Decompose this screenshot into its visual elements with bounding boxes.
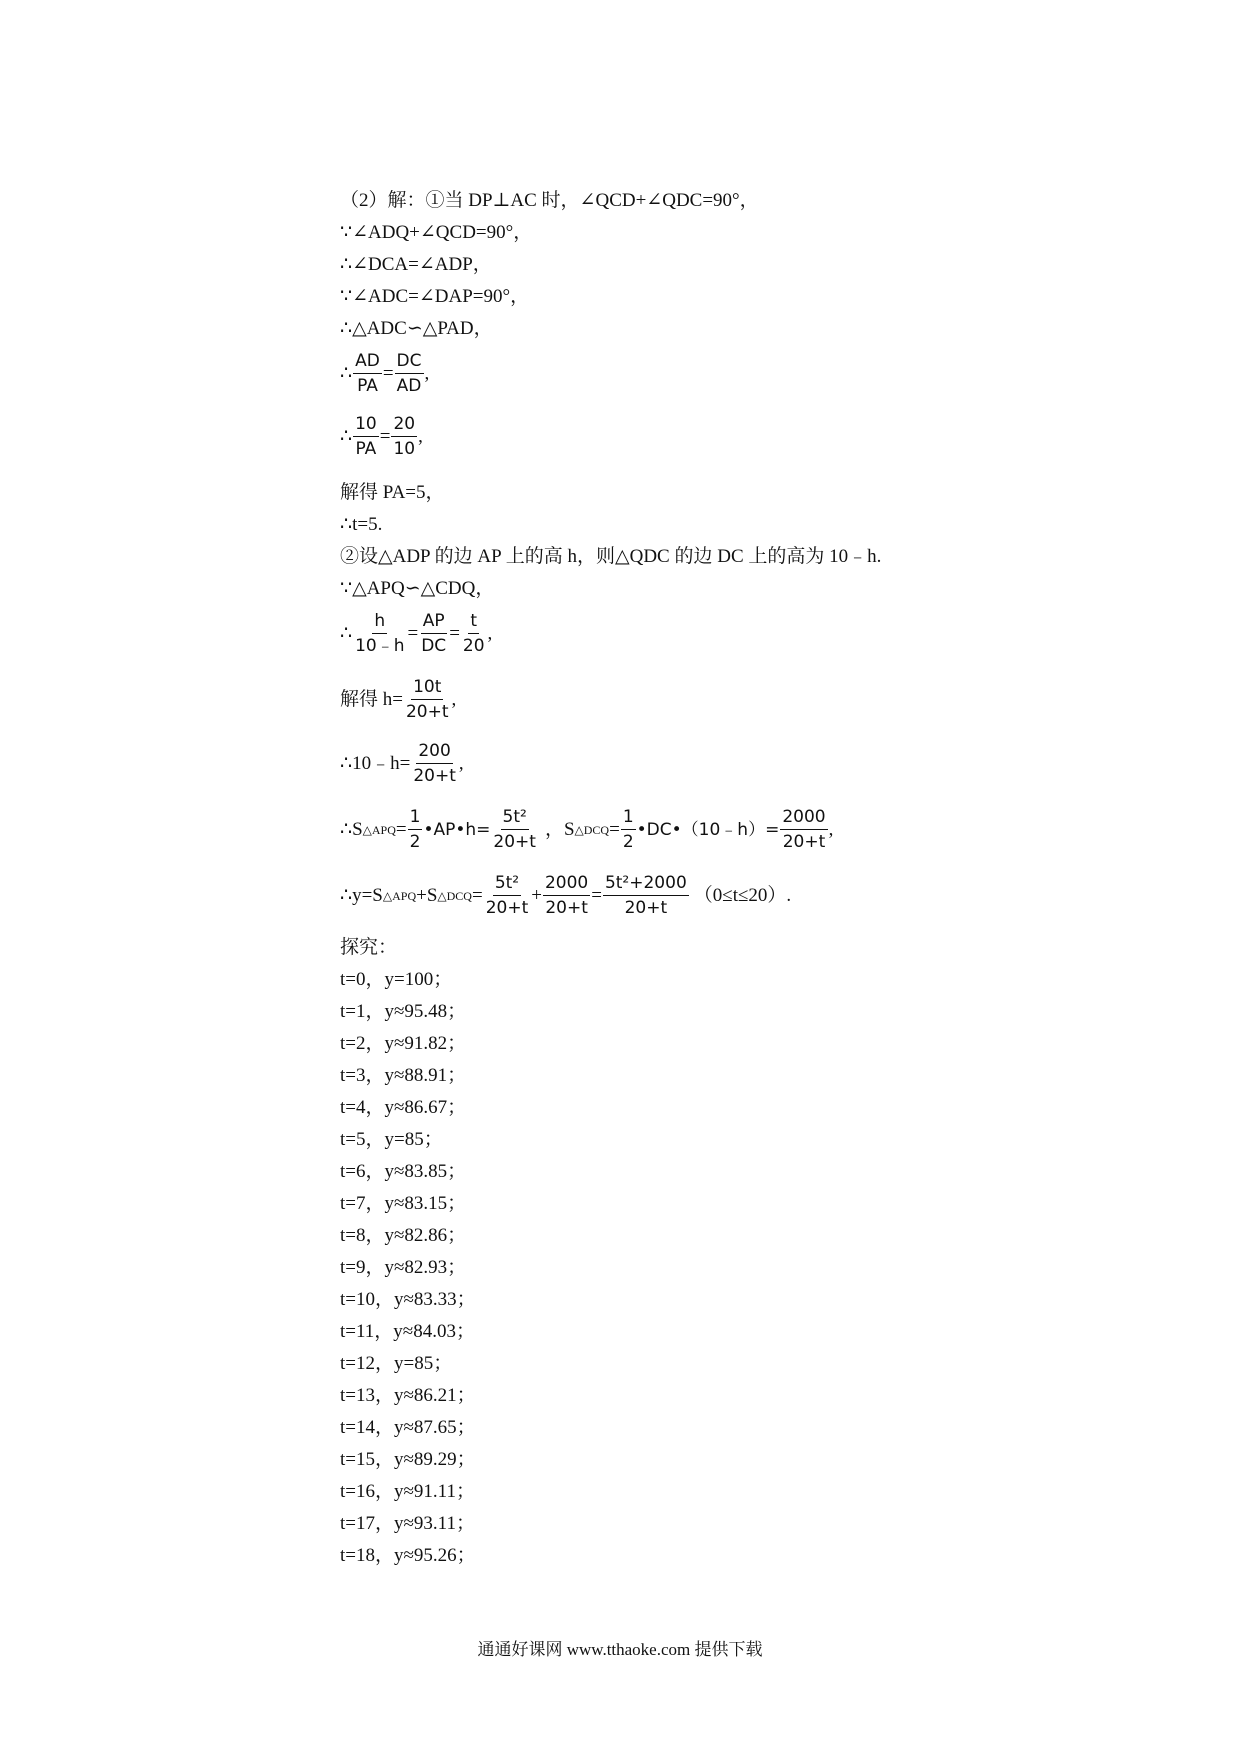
denominator: 20 <box>462 636 485 656</box>
equals-sign: = <box>395 818 407 840</box>
value-row-t18: t=18，y≈95.26； <box>340 1545 476 1566</box>
solution-line-2: ∵∠ADQ+∠QCD=90°， <box>340 222 533 243</box>
fraction <box>395 350 424 397</box>
fraction <box>461 610 487 657</box>
plus-sign: + <box>531 884 542 906</box>
solution-line-5: ∴△ADC∽△PAD， <box>340 318 493 339</box>
value-row-t0: t=0，y=100； <box>340 969 453 990</box>
value-row-t8: t=8，y≈82.86； <box>340 1225 467 1246</box>
numerator: AD <box>353 350 382 374</box>
numerator: t <box>468 610 479 634</box>
solution-line-3: ∴∠DCA=∠ADP， <box>340 254 492 275</box>
denominator: 20+t <box>782 832 826 852</box>
numerator: 10 <box>353 413 379 437</box>
numerator: 2000 <box>780 806 827 830</box>
solution-line-4: ∵∠ADC=∠DAP=90°， <box>340 286 530 307</box>
numerator: 10t <box>411 676 443 700</box>
fraction <box>408 806 423 853</box>
denominator: 2 <box>409 832 421 852</box>
expression-prefix: ∴10﹣h= <box>340 752 411 774</box>
denominator: 10﹣h <box>355 636 405 656</box>
area-label: ∴S <box>340 818 363 840</box>
page-footer: 通通好课网 www.tthaoke.com 提供下载 <box>477 1640 763 1659</box>
product-expression: •AP•h= <box>423 819 491 840</box>
area-label: ，S <box>544 818 575 840</box>
area-equation <box>340 806 833 853</box>
value-row-t9: t=9，y≈82.93； <box>340 1257 467 1278</box>
fraction <box>484 872 531 919</box>
comma: , <box>418 425 423 447</box>
denominator: 20+t <box>545 898 588 918</box>
fraction <box>411 740 458 787</box>
ratio-equation-3 <box>340 610 492 657</box>
numerator: 5t² <box>501 806 529 830</box>
denominator: 20+t <box>485 898 529 918</box>
y-label: ∴y=S <box>340 884 383 906</box>
denominator: 20+t <box>405 702 449 722</box>
value-row-t17: t=17，y≈93.11； <box>340 1513 475 1534</box>
therefore-symbol: ∴ <box>340 362 353 384</box>
fraction <box>353 413 379 460</box>
value-row-t6: t=6，y≈83.85； <box>340 1161 467 1182</box>
fraction <box>621 806 636 853</box>
value-row-t5: t=5，y=85； <box>340 1129 443 1150</box>
comma: , <box>451 688 457 710</box>
value-row-t15: t=15，y≈89.29； <box>340 1449 476 1470</box>
subscript: △DCQ <box>437 888 472 903</box>
numerator: 5t²+2000 <box>603 872 689 896</box>
numerator: DC <box>395 350 424 374</box>
subscript: △DCQ <box>574 822 610 837</box>
denominator: 20+t <box>493 832 536 852</box>
fraction <box>404 676 451 723</box>
equals-sign: = <box>382 362 394 384</box>
ratio-equation-1 <box>340 350 429 397</box>
equals-sign: = <box>609 818 620 840</box>
numerator: 5t² <box>493 872 521 896</box>
comma: , <box>828 818 834 840</box>
denominator: DC <box>421 636 447 656</box>
value-row-t11: t=11，y≈84.03； <box>340 1321 475 1342</box>
plus-area-label: +S <box>416 884 438 906</box>
denominator: PA <box>357 376 378 396</box>
denominator: AD <box>396 376 422 396</box>
solution-line-11: ∵△APQ∽△CDQ， <box>340 578 495 599</box>
fraction <box>603 872 689 919</box>
equals-sign: = <box>471 884 483 906</box>
numerator: h <box>372 610 387 634</box>
value-row-t4: t=4，y≈86.67； <box>340 1097 467 1118</box>
domain-note: （0≤t≤20）. <box>693 884 792 906</box>
ratio-equation-2 <box>340 413 423 460</box>
solution-line-10: ②设△ADP 的边 AP 上的高 h，则△QDC 的边 DC 上的高为 10﹣h. <box>340 546 882 567</box>
denominator: 20+t <box>624 898 668 918</box>
numerator: AP <box>421 610 447 634</box>
value-row-t3: t=3，y≈88.91； <box>340 1065 467 1086</box>
denominator: 2 <box>622 832 634 852</box>
equals-sign: = <box>379 425 391 447</box>
therefore-symbol: ∴ <box>340 622 353 644</box>
equals-sign: = <box>449 622 460 644</box>
equals-sign: = <box>591 884 602 906</box>
denominator: 10 <box>393 439 416 459</box>
numerator: 2000 <box>543 872 590 896</box>
fraction <box>353 610 406 657</box>
subscript: △APQ <box>362 822 396 837</box>
fraction <box>353 350 382 397</box>
value-row-t10: t=10，y≈83.33； <box>340 1289 476 1310</box>
value-row-t1: t=1，y≈95.48； <box>340 1001 467 1022</box>
value-row-t7: t=7，y≈83.15； <box>340 1193 467 1214</box>
value-row-t16: t=16，y≈91.11； <box>340 1481 475 1502</box>
solve-label: 解得 h= <box>340 688 403 710</box>
solve-h-equation <box>340 676 456 723</box>
fraction <box>543 872 590 919</box>
therefore-symbol: ∴ <box>340 425 353 447</box>
product-expression: •DC•（10﹣h）= <box>636 819 780 840</box>
numerator: 20 <box>391 413 417 437</box>
comma: , <box>458 752 464 774</box>
equals-sign: = <box>407 622 419 644</box>
comma: , <box>487 622 493 644</box>
subscript: △APQ <box>382 888 417 903</box>
fraction <box>491 806 538 853</box>
solution-line-9: ∴t=5. <box>340 514 383 535</box>
numerator: 200 <box>416 740 452 764</box>
denominator: PA <box>355 439 377 459</box>
numerator: 1 <box>621 806 636 830</box>
denominator: 20+t <box>413 766 456 786</box>
explore-heading: 探究： <box>340 937 398 958</box>
fraction <box>391 413 417 460</box>
fraction <box>780 806 827 853</box>
solution-line-1: （2）解：①当 DP⊥AC 时，∠QCD+∠QDC=90°， <box>340 190 759 211</box>
y-function-equation <box>340 872 791 919</box>
fraction <box>419 610 448 657</box>
ten-minus-h-equation <box>340 740 464 787</box>
value-row-t2: t=2，y≈91.82； <box>340 1033 467 1054</box>
value-row-t12: t=12，y=85； <box>340 1353 453 1374</box>
value-row-t14: t=14，y≈87.65； <box>340 1417 476 1438</box>
comma: , <box>424 362 430 384</box>
solution-line-8: 解得 PA=5， <box>340 482 445 503</box>
value-row-t13: t=13，y≈86.21； <box>340 1385 476 1406</box>
numerator: 1 <box>408 806 423 830</box>
